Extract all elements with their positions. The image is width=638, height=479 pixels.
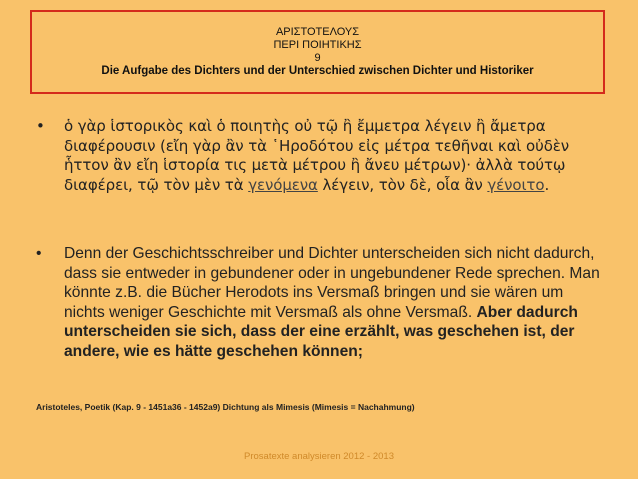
greek-text-part-1: ὁ γὰρ ἱστορικὸς καὶ ὁ ποιητὴς οὐ τῷ ἢ ἔμμετρα λέγειν ἢ ἄμετρα διαφέρουσιν (εἴη γὰρ ἂν τὰ ῾Ηροδότου εἰς μέτρα τεθῆναι καὶ οὐδὲν ἧττον ἂν εἴη ἱστορία τις μετὰ μέτρου ἢ ἄνευ μέτρων)· ἀλλὰ τούτῳ διαφέρει, τῷ τὸν μὲν τὰ	[64, 117, 570, 194]
greek-text-part-2: λέγειν, τὸν δὲ, οἷα ἂν	[317, 175, 488, 194]
title-line-1: ΑΡΙΣΤΟΤΕΛΟΥΣ	[275, 26, 360, 38]
title-line-4: Die Aufgabe des Dichters und der Unterschied zwischen Dichter und Historiker	[101, 65, 534, 77]
greek-text-part-3: .	[544, 175, 550, 194]
german-text-plain: Denn der Geschichtsschreiber und Dichter unterscheiden sich nicht dadurch, dass sie entweder in gebundener oder in ungebundener Rede sprechen. Man könnte z.B. die Bücher Herodots ins Versmaß bringen und sie wären um nichts weniger Geschichte mit Versmaß als ohne Versmaß.	[64, 245, 600, 321]
footer: Prosatexte analysieren 2012 - 2013	[244, 451, 394, 462]
german-bullet	[36, 244, 608, 361]
german-text-bold: Aber dadurch unterscheiden sie sich, dass der eine erzählt, was geschehen ist, der andere, wie es hätte geschehen können;	[64, 303, 578, 360]
greek-bullet	[36, 117, 608, 195]
greek-text	[64, 117, 608, 195]
german-text	[64, 244, 608, 361]
title-line-2: ΠΕΡΙ ΠΟΙΗΤΙΚΗΣ	[273, 39, 362, 51]
title-box	[30, 10, 605, 94]
title-line-3: 9	[314, 52, 321, 64]
greek-underlined-genomena: γενόμενα	[248, 175, 318, 194]
bullet-marker: •	[36, 245, 42, 262]
bullet-marker: •	[36, 117, 45, 135]
citation: Aristoteles, Poetik (Kap. 9 - 1451a36 - 1452a9) Dichtung als Mimesis (Mimesis = Nachahmung)	[36, 402, 415, 412]
greek-underlined-genoito: γένοιτο	[487, 175, 545, 194]
